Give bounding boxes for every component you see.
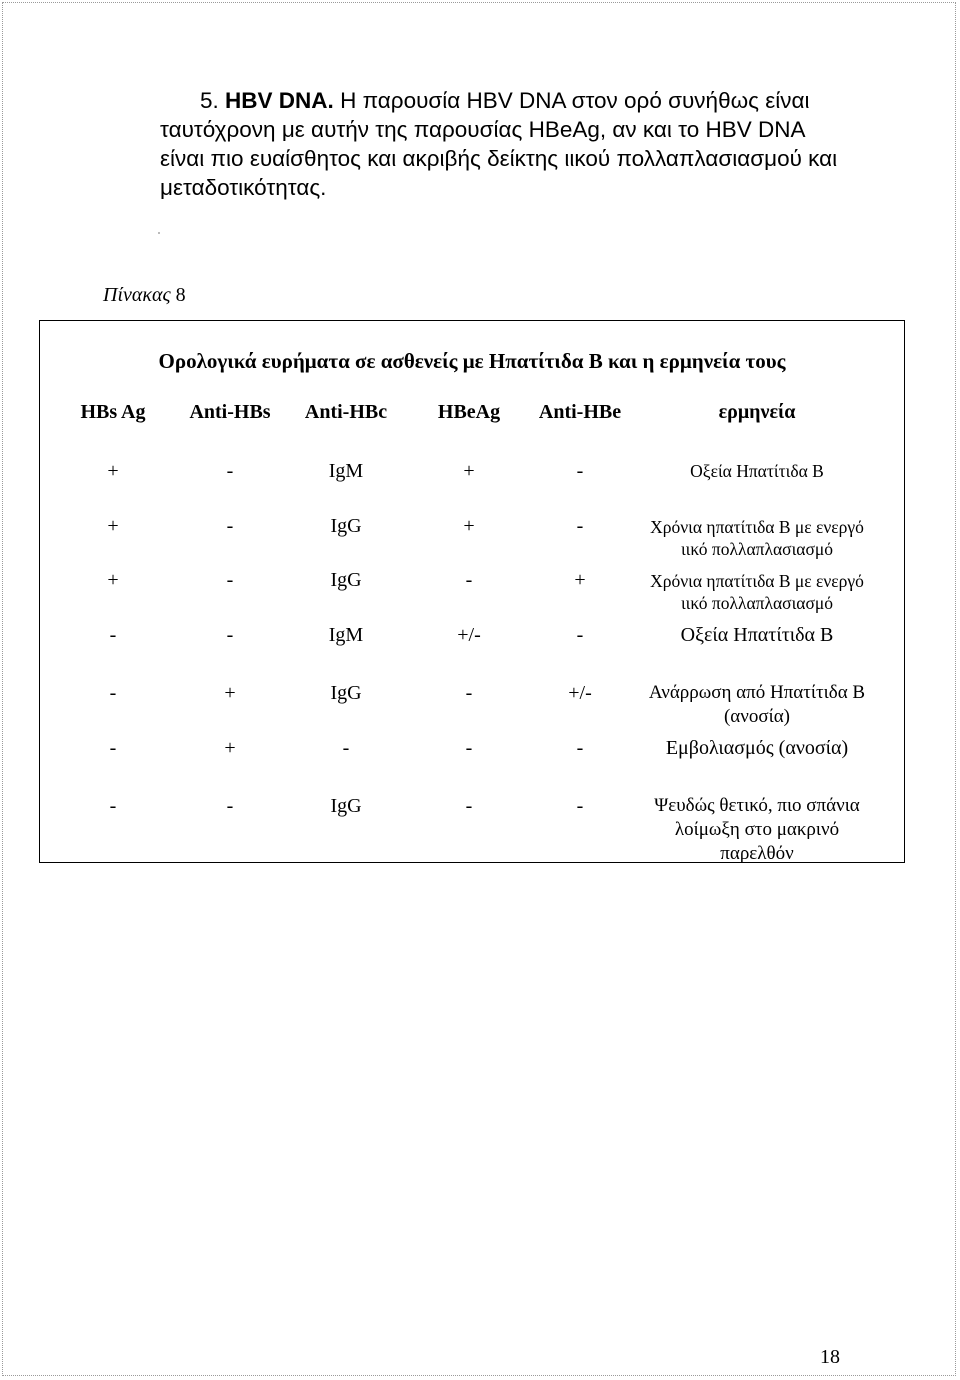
table-cell: - (109, 624, 117, 646)
table-header-cell: HBeAg (437, 401, 501, 423)
stray-dot (158, 232, 160, 234)
table-header-cell: ερμηνεία (718, 401, 796, 423)
table-cell: - (576, 460, 584, 482)
table-cell: - (226, 515, 234, 537)
table-cell: - (465, 569, 473, 591)
table-interpretation-cell (622, 623, 892, 647)
table-interpretation-cell (622, 570, 892, 614)
paragraph-number: 5. (200, 88, 219, 113)
interpretation-line: Ψευδώς θετικό, πιο σπάνια (654, 795, 860, 816)
interpretation-line: Οξεία Ηπατίτιδα Β (690, 461, 824, 481)
paragraph-line-1 (160, 88, 810, 113)
interpretation-line: Ανάρρωση από Ηπατίτιδα Β (648, 682, 866, 703)
table-cell: - (465, 682, 473, 704)
paragraph-line-4: μεταδοτικότητας. (160, 175, 327, 200)
paragraph-line-3: είναι πιο ευαίσθητος και ακριβής δείκτης ιικού πολλαπλασιασμού και (160, 146, 838, 171)
table-caption (103, 284, 186, 307)
table-cell: + (107, 460, 119, 482)
table-cell: - (576, 624, 584, 646)
interpretation-line: παρελθόν (720, 843, 794, 864)
paragraph-line-1-text: Η παρουσία HBV DNA στον ορό συνήθως είναι (340, 88, 810, 113)
caption-label: Πίνακας (103, 284, 171, 306)
table-cell: + (107, 515, 119, 537)
table-cell: - (226, 795, 234, 817)
table-interpretation-cell (622, 459, 892, 483)
interpretation-line: λοίμωξη στο μακρινό (674, 819, 840, 840)
table-cell: + (107, 569, 119, 591)
interpretation-line: Χρόνια ηπατίτιδα Β με ενεργό (650, 517, 864, 537)
table-cell: +/- (568, 682, 592, 704)
interpretation-line: Εμβολιασμός (ανοσία) (665, 737, 849, 759)
table-header-cell: Anti-HBc (304, 401, 388, 423)
table-cell: - (576, 515, 584, 537)
interpretation-line: ιικό πολλαπλασιασμό (680, 539, 834, 559)
caption-number: 8 (175, 284, 186, 306)
interpretation-line: Χρόνια ηπατίτιδα Β με ενεργό (650, 571, 864, 591)
table-cell: - (226, 460, 234, 482)
paragraph-bold-term: HBV DNA. (225, 88, 334, 113)
table-cell: - (109, 682, 117, 704)
table-title: Ορολογικά ευρήματα σε ασθενείς με Ηπατίτιδα Β και η ερμηνεία τους (158, 349, 786, 373)
interpretation-line: Οξεία Ηπατίτιδα Β (680, 624, 834, 646)
table-interpretation-cell (622, 736, 892, 760)
table-cell: + (574, 569, 586, 591)
intro-paragraph (160, 86, 860, 202)
table-cell: IgG (330, 569, 362, 591)
paragraph-line-2: ταυτόχρονη με αυτήν της παρουσίας HBeAg, αν και το HBV DNA (160, 117, 806, 142)
interpretation-line: ιικό πολλαπλασιασμό (680, 593, 834, 613)
table-cell: + (224, 682, 236, 704)
table-cell: - (226, 569, 234, 591)
table-cell: IgM (328, 460, 364, 482)
table-cell: - (342, 737, 350, 759)
table-header-cell: HBs Ag (80, 401, 146, 423)
table-header-cell: Anti-HBs (189, 401, 271, 423)
table-cell: IgG (330, 682, 362, 704)
table-cell: +/- (457, 624, 481, 646)
serology-table (39, 320, 905, 863)
table-interpretation-cell (622, 516, 892, 560)
table-cell: - (576, 737, 584, 759)
table-cell: - (465, 795, 473, 817)
table-cell: - (109, 795, 117, 817)
table-cell: + (224, 737, 236, 759)
table-interpretation-cell (622, 794, 892, 866)
table-cell: + (463, 460, 475, 482)
interpretation-line: (ανοσία) (723, 706, 790, 727)
table-interpretation-cell (622, 681, 892, 729)
table-cell: IgG (330, 515, 362, 537)
table-header-cell: Anti-HBe (538, 401, 622, 423)
table-cell: IgG (330, 795, 362, 817)
table-cell: - (109, 737, 117, 759)
table-cell: - (226, 624, 234, 646)
table-cell: - (465, 737, 473, 759)
table-cell: + (463, 515, 475, 537)
page-number: 18 (820, 1346, 840, 1368)
table-cell: - (576, 795, 584, 817)
table-cell: IgM (328, 624, 364, 646)
